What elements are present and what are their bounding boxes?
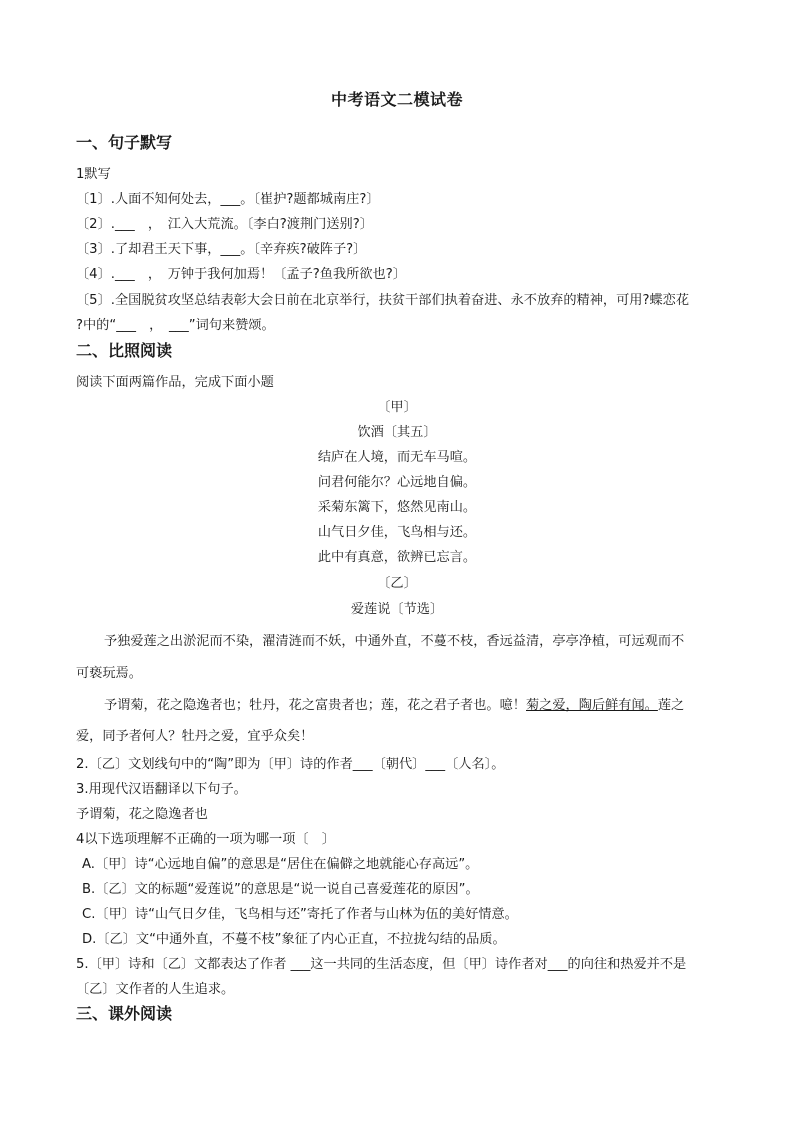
prose-text: 予谓菊，花之隐逸者也；牡丹，花之富贵者也；莲，花之君子者也。噫！ (104, 698, 526, 713)
poem-jia-label: 〔甲〕 (377, 400, 417, 415)
question-2: 2.〔乙〕文划线句中的“陶”即为〔甲〕诗的作者___〔朝代〕___〔人名〕。 (76, 757, 505, 772)
question-1-item-4: 〔4〕.___ ， 万钟于我何加焉！〔孟子?鱼我所欲也?〕 (76, 267, 406, 282)
section-heading-1: 一、句子默写 (76, 133, 173, 152)
prose-para-2-line-1 (104, 694, 754, 713)
question-3-stem: 3.用现代汉语翻译以下句子。 (76, 782, 247, 797)
question-5-line-1: 5.〔甲〕诗和〔乙〕文都表达了作者 ___这一共同的生活态度，但〔甲〕诗作者对___的向往和热爱并不是 (76, 957, 687, 972)
page-title: 中考语文二模试卷 (330, 90, 463, 109)
prose-para-1-line-1: 予独爱莲之出淤泥而不染，濯清涟而不妖，中通外直，不蔓不枝，香远益清，亭亭净植，可远观而不 (104, 634, 685, 649)
question-1-item-3: 〔3〕.了却君王天下事，___。〔辛弃疾?破阵子?〕 (76, 242, 367, 257)
question-1-label: 1默写 (76, 167, 111, 182)
prose-para-2-line-2: 爱，同予者何人？牡丹之爱，宜乎众矣！ (76, 729, 314, 744)
question-3-sentence: 予谓菊，花之隐逸者也 (76, 807, 208, 822)
poem-line: 山气日夕佳，飞鸟相与还。 (317, 525, 477, 540)
poem-line: 采菊东篱下，悠然见南山。 (317, 500, 477, 515)
poem-jia-title: 饮酒〔其五〕 (357, 425, 437, 440)
question-1-item-5: 〔5〕.全国脱贫攻坚总结表彰大会日前在北京举行，扶贫干部们执着奋进、永不放弃的精神，可用?蝶恋花 (76, 293, 690, 308)
section-heading-2: 二、比照阅读 (76, 341, 173, 360)
prose-yi-title: 爱莲说〔节选〕 (350, 602, 444, 617)
prose-para-1-line-2: 可亵玩焉。 (76, 666, 142, 681)
question-4-option-b: B.〔乙〕文的标题“爱莲说”的意思是“说一说自己喜爱莲花的原因”。 (82, 882, 479, 897)
poem-line: 此中有真意，欲辨已忘言。 (317, 550, 477, 565)
question-4-stem: 4以下选项理解不正确的一项为哪一项〔 〕 (76, 832, 335, 847)
reading-intro: 阅读下面两篇作品，完成下面小题 (76, 375, 274, 390)
question-1-item-5-cont: ?中的“___ ， ___”词句来赞颂。 (76, 318, 275, 333)
question-4-option-d: D.〔乙〕文“中通外直，不蔓不枝”象征了内心正直，不拉拢勾结的品质。 (82, 932, 506, 947)
section-heading-3: 三、课外阅读 (76, 1004, 173, 1023)
prose-yi-label: 〔乙〕 (377, 576, 417, 591)
question-1-item-2: 〔2〕.___ ， 江入大荒流。〔李白?渡荆门送别?〕 (76, 217, 373, 232)
question-4-option-c: C.〔甲〕诗“山气日夕佳，飞鸟相与还”寄托了作者与山林为伍的美好情意。 (82, 907, 518, 922)
poem-line: 问君何能尔？心远地自偏。 (317, 475, 477, 490)
prose-text: 莲之 (657, 698, 685, 713)
question-1-item-1: 〔1〕.人面不知何处去，___。〔崔护?题都城南庄?〕 (76, 192, 380, 207)
question-4-option-a: A.〔甲〕诗“心远地自偏”的意思是“居住在偏僻之地就能心存高远”。 (82, 857, 479, 872)
underlined-sentence: 菊之爱，陶后鲜有闻。 (526, 698, 658, 713)
poem-line: 结庐在人境，而无车马喧。 (317, 450, 477, 465)
question-5-line-2: 〔乙〕文作者的人生追求。 (76, 982, 235, 997)
